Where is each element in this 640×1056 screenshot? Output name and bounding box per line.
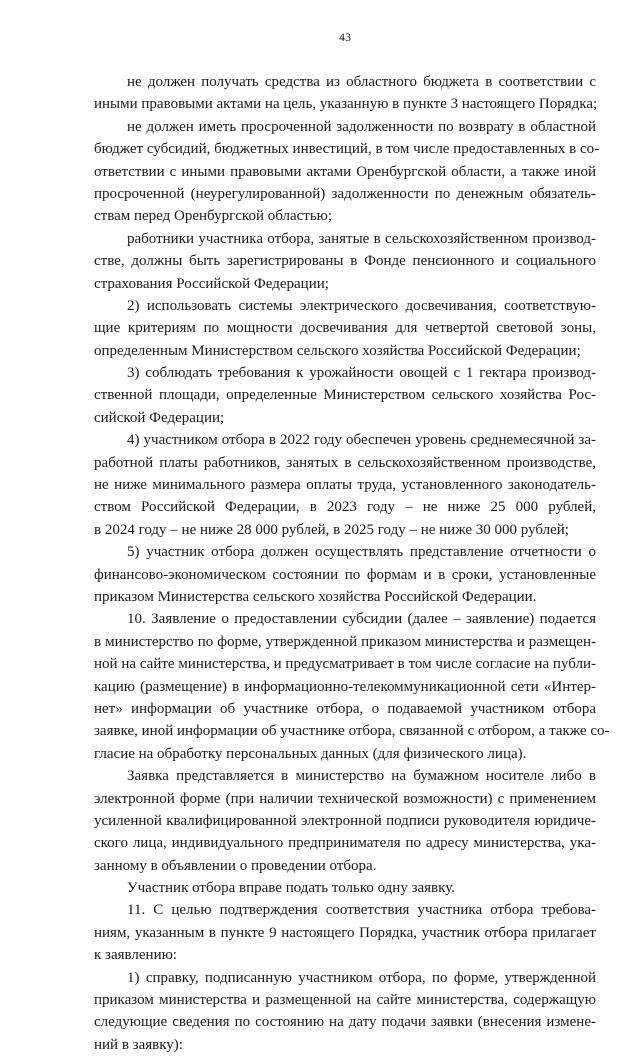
paragraph <box>94 228 596 295</box>
text-line: стве, должны быть зарегистрированы в Фонде пенсионного и социального <box>94 253 596 270</box>
paragraph <box>94 765 596 877</box>
text-line: в 2024 году – не ниже 28 000 рублей, в 2025 году – не ниже 30 000 рублей; <box>94 521 569 538</box>
paragraph <box>94 877 596 899</box>
text-line: заявке, иной информации об участнике отбора, связанной с отбором, а также со- <box>94 723 610 740</box>
paragraph <box>94 295 596 362</box>
text-line: ной на сайте министерства, и предусматривает в том числе согласие на публи- <box>94 656 596 673</box>
text-line: приказом министерства и размещенной на сайте министерства, содержащую <box>94 992 596 1009</box>
text-line: Заявка представляется в министерство на бумажном носителе либо в <box>127 768 596 785</box>
paragraph <box>94 116 600 228</box>
text-line: сийской Федерации; <box>94 409 225 426</box>
text-line: 3) соблюдать требования к урожайности овощей с 1 гектара производ- <box>127 365 596 382</box>
page-number: 43 <box>339 30 351 44</box>
text-line: 2) использовать системы электрического досвечивания, соответствую- <box>127 297 596 314</box>
text-line: иными правовыми актами на цель, указанную в пункте 3 настоящего Порядка; <box>94 96 598 113</box>
text-line: нет» информации об участнике отбора, о подаваемой участником отбора <box>94 700 596 717</box>
paragraph <box>94 899 596 966</box>
text-line: ниям, указанным в пункте 9 настоящего Порядка, участник отбора прилагает <box>94 924 596 941</box>
text-line: Участник отбора вправе подать только одну заявку. <box>127 880 455 897</box>
text-line: работной платы работников, занятых в сельскохозяйственном производстве, <box>94 454 596 471</box>
text-line: гласие на обработку персональных данных (для физического лица). <box>94 745 527 762</box>
text-line: приказом Министерства сельского хозяйства Российской Федерации. <box>94 588 537 605</box>
text-line: страхования Российской Федерации; <box>94 275 329 292</box>
paragraph <box>94 429 596 541</box>
text-line: кацию (размещение) в информационно-телекоммуникационной сети «Интер- <box>94 678 596 695</box>
paragraph <box>94 608 610 765</box>
paragraph <box>94 71 596 116</box>
text-line: 5) участник отбора должен осуществлять представление отчетности о <box>127 544 596 561</box>
text-line: 10. Заявление о предоставлении субсидии (далее – заявление) подается <box>127 611 596 628</box>
text-line: не должен получать средства из областного бюджета в соответствии с <box>127 74 596 90</box>
text-line: просроченной (неурегулированной) задолженности по денежным обязатель- <box>94 185 596 202</box>
text-line: щие критериям по мощности досвечивания для четвертой световой зоны, <box>94 320 596 337</box>
text-line: 4) участником отбора в 2022 году обеспечен уровень среднемесячной за- <box>127 432 596 449</box>
text-line: ством Российской Федерации, в 2023 году – не ниже 25 000 рублей, <box>94 499 596 516</box>
text-line: ний в заявку): <box>94 1036 183 1053</box>
paragraph <box>94 362 596 429</box>
text-line: усиленной квалифицированной электронной подписи руководителя юридиче- <box>94 812 596 829</box>
text-line: в министерство по форме, утвержденной приказом министерства и размещен- <box>94 633 596 650</box>
text-line: к заявлению: <box>94 947 177 964</box>
text-line: определенным Министерством сельского хозяйства Российской Федерации; <box>94 342 581 359</box>
text-line: занному в объявлении о проведении отбора. <box>94 857 377 874</box>
paragraph <box>94 967 596 1056</box>
text-line: финансово-экономическом состоянии по формам и в сроки, установленные <box>94 566 596 583</box>
text-line: 1) справку, подписанную участником отбора, по форме, утвержденной <box>127 969 596 986</box>
paragraph <box>94 541 596 608</box>
text-line: ствам перед Оренбургской областью; <box>94 208 333 225</box>
text-line: не должен иметь просроченной задолженности по возврату в областной <box>127 118 596 135</box>
text-line: работники участника отбора, занятые в сельскохозяйственном производ- <box>127 230 596 247</box>
text-line: следующие сведения по состоянию на дату подачи заявки (внесения измене- <box>94 1014 596 1031</box>
text-line: ственной площади, определенные Министерством сельского хозяйства Рос- <box>94 387 596 404</box>
document-body <box>94 71 610 1056</box>
text-line: не ниже минимального размера оплаты труда, установленного законодатель- <box>94 477 596 494</box>
text-line: электронной форме (при наличии технической возможности) с применением <box>94 790 596 807</box>
text-line: 11. С целью подтверждения соответствия участника отбора требова- <box>127 902 596 919</box>
text-line: ского лица, индивидуального предпринимателя по адресу министерства, ука- <box>94 835 596 852</box>
text-line: ответствии с иными правовыми актами Оренбургской области, а также иной <box>94 163 596 180</box>
text-line: бюджет субсидий, бюджетных инвестиций, в том числе предоставленных в со- <box>94 141 600 158</box>
